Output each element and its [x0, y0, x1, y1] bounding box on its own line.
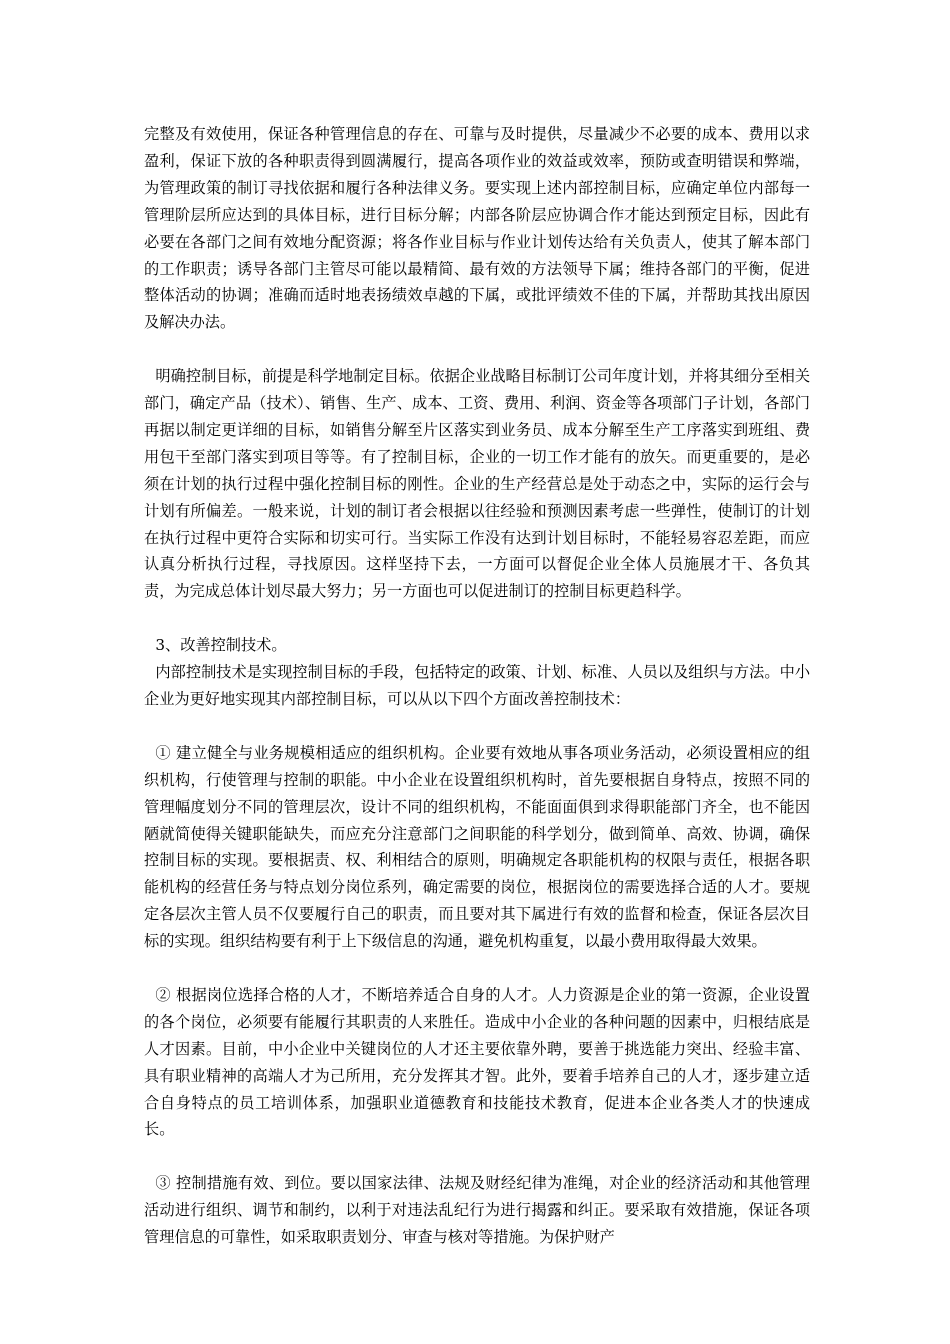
section-heading-improve-control-techniques: 3、改善控制技术。 [155, 636, 287, 655]
paragraph-control-techniques-intro: 内部控制技术是实现控制目标的手段，包括特定的政策、计划、标准、人员以及组织与方法。中小企业为更好地实现其内部控制目标，可以从以下四个方面改善控制技术： [144, 663, 810, 708]
paragraph-define-objectives: 明确控制目标，前提是科学地制定目标。依据企业战略目标制订公司年度计划，并将其细分至相关部门，确定产品（技术）、销售、生产、成本、工资、费用、利润、资金等各项部门子计划，各部门再据以制定更详细的目标，如销售分解至片区落实到业务员、成本分解至生产工序落实到班组、费用包干至部门落实到项目等等。有了控制目标，企业的一切工作才能有的放矢。而更重要的，是必须在计划的执行过程中强化控制目标的刚性。企业的生产经营总是处于动态之中，实际的运行会与计划有所偏差。一般来说，计划的制订者会根据以往经验和预测因素考虑一些弹性，使制订的计划在执行过程中更符合实际和切实可行。当实际工作没有达到计划目标时，不能轻易容忍差距，而应认真分析执行过程，寻找原因。这样坚持下去，一方面可以督促企业全体人员施展才干、各负其责，为完成总体计划尽最大努力；另一方面也可以促进制订的控制目标更趋科学。 [144, 367, 810, 601]
document-body [144, 121, 810, 1251]
paragraph-spacer [144, 955, 810, 982]
paragraph-objectives-continued: 完整及有效使用，保证各种管理信息的存在、可靠与及时提供，尽量减少不必要的成本、费用以求盈利，保证下放的各种职责得到圆满履行，提高各项作业的效益或效率，预防或查明错误和弊端，为管理政策的制订寻找依据和履行各种法律义务。要实现上述内部控制目标，应确定单位内部每一管理阶层所应达到的具体目标，进行目标分解；内部各阶层应协调合作才能达到预定目标，因此有必要在各部门之间有效地分配资源；将各作业目标与作业计划传达给有关负责人，使其了解本部门的工作职责；诱导各部门主管尽可能以最精简、最有效的方法领导下属；维持各部门的平衡，促进整体活动的协调；准确而适时地表扬绩效卓越的下属，或批评绩效不佳的下属，并帮助其找出原因及解决办法。 [144, 125, 810, 332]
paragraph-spacer [144, 605, 810, 632]
list-item-talent-selection: ② 根据岗位选择合格的人才，不断培养适合自身的人才。人力资源是企业的第一资源，企业设置的各个岗位，必须要有能履行其职责的人来胜任。造成中小企业的各种问题的因素中，归根结底是人才因素。目前，中小企业中关键岗位的人才还主要依靠外聘，要善于挑选能力突出、经验丰富、具有职业精神的高端人才为己所用，充分发挥其才智。此外，要着手培养自己的人才，逐步建立适合自身特点的员工培训体系，加强职业道德教育和技能技术教育，促进本企业各类人才的快速成长。 [144, 985, 810, 1139]
paragraph-spacer [144, 1143, 810, 1170]
list-item-organization-structure: ① 建立健全与业务规模相适应的组织机构。企业要有效地从事各项业务活动，必须设置相应的组织机构，行使管理与控制的职能。中小企业在设置组织机构时，首先要根据自身特点，按照不同的管理幅度划分不同的管理层次，设计不同的组织机构，不能面面俱到求得职能部门齐全，也不能因陋就简使得关键职能缺失，而应充分注意部门之间职能的科学划分，做到简单、高效、协调，确保控制目标的实现。要根据责、权、利相结合的原则，明确规定各职能机构的权限与责任，根据各职能机构的经营任务与特点划分岗位系列，确定需要的岗位，根据岗位的需要选择合适的人才。要规定各层次主管人员不仅要履行自己的职责，而且要对其下属进行有效的监督和检查，保证各层次目标的实现。组织结构要有利于上下级信息的沟通，避免机构重复，以最小费用取得最大效果。 [144, 743, 810, 951]
paragraph-spacer [144, 336, 810, 363]
list-item-control-measures: ③ 控制措施有效、到位。要以国家法律、法规及财经纪律为准绳，对企业的经济活动和其他管理活动进行组织、调节和制约，以利于对违法乱纪行为进行揭露和纠正。要采取有效措施，保证各项管理信息的可靠性，如采取职责划分、审查与核对等措施。为保护财产 [144, 1174, 810, 1247]
paragraph-spacer [144, 713, 810, 740]
